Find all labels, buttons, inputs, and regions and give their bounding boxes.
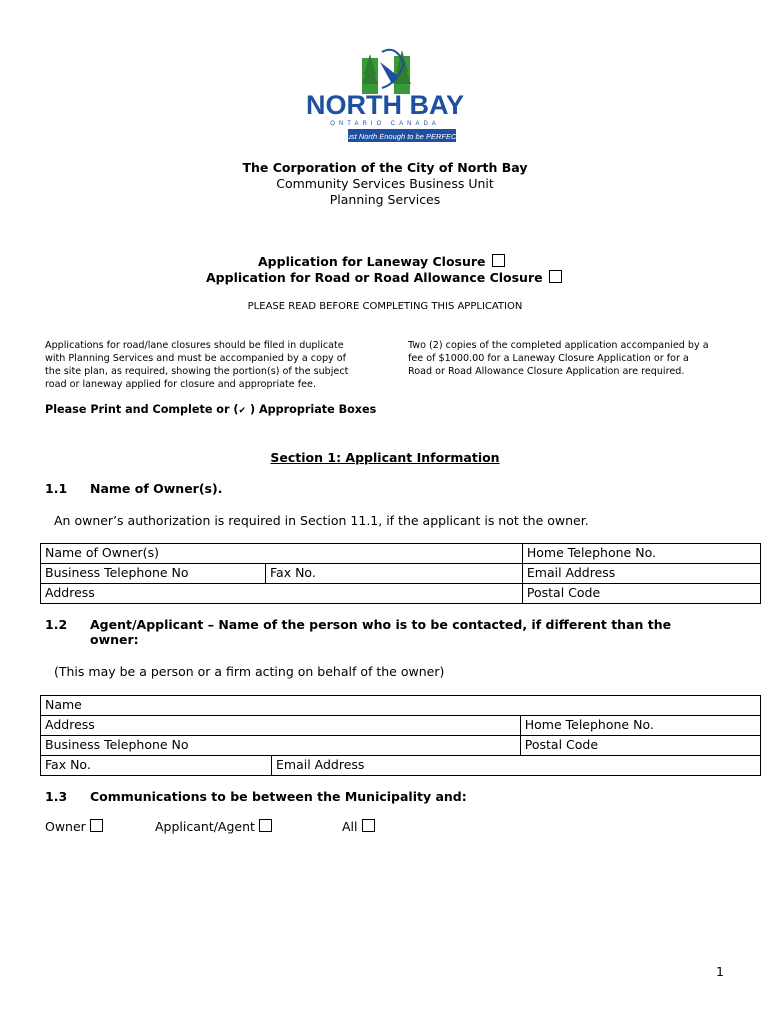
svg-text:Just North Enough to be PERFEC: Just North Enough to be PERFECT: [343, 132, 461, 141]
agent-email-field[interactable]: Email Address: [272, 756, 761, 776]
agent-business-telephone-field[interactable]: Business Telephone No: [41, 736, 521, 756]
owner-checkbox[interactable]: [90, 819, 103, 832]
section-1-1-title: Name of Owner(s).: [90, 481, 223, 496]
logo-text: NORTH BAY: [305, 90, 465, 120]
check-mark-icon: ✔: [238, 406, 247, 416]
agent-home-telephone-field[interactable]: Home Telephone No.: [520, 716, 760, 736]
section-1-3-number: 1.3: [45, 789, 68, 804]
section-1-1-number: 1.1: [45, 481, 68, 496]
corporation-title: The Corporation of the City of North Bay: [242, 160, 528, 175]
owner-postal-code-field[interactable]: Postal Code: [522, 584, 760, 604]
agent-info-table: [40, 695, 761, 776]
north-bay-logo: [300, 44, 470, 146]
section-1-2-number: 1.2: [45, 617, 68, 632]
owner-authorization-note: An owner’s authorization is required in Section 11.1, if the applicant is not the owner.: [54, 513, 589, 528]
section-1-title: Section 1: Applicant Information: [270, 450, 500, 465]
option-all: All: [342, 819, 375, 834]
agent-name-field[interactable]: Name: [41, 696, 761, 716]
owner-home-telephone-field[interactable]: Home Telephone No.: [522, 544, 760, 564]
road-closure-checkbox[interactable]: [549, 270, 562, 283]
option-owner: Owner: [45, 819, 103, 834]
agent-address-field[interactable]: Address: [41, 716, 521, 736]
owner-name-field[interactable]: Name of Owner(s): [41, 544, 523, 564]
svg-text:ONTARIO CANADA: ONTARIO CANADA: [330, 121, 440, 127]
option-agent: Applicant/Agent: [155, 819, 272, 834]
notice: PLEASE READ BEFORE COMPLETING THIS APPLICATION: [247, 301, 523, 312]
agent-fax-field[interactable]: Fax No.: [41, 756, 272, 776]
agent-checkbox[interactable]: [259, 819, 272, 832]
all-checkbox[interactable]: [362, 819, 375, 832]
agent-postal-code-field[interactable]: Postal Code: [520, 736, 760, 756]
agent-note: (This may be a person or a firm acting on behalf of the owner): [54, 664, 445, 679]
section-1-3-title: Communications to be between the Municipality and:: [90, 789, 467, 804]
laneway-closure-checkbox[interactable]: [492, 254, 505, 267]
department: Planning Services: [329, 192, 441, 207]
road-closure-option: Application for Road or Road Allowance Closure: [206, 270, 562, 285]
business-unit: Community Services Business Unit: [276, 176, 494, 191]
owner-address-field[interactable]: Address: [41, 584, 523, 604]
laneway-closure-option: Application for Laneway Closure: [258, 254, 505, 269]
owner-info-table: [40, 543, 761, 604]
instructions-right: Two (2) copies of the completed application accompanied by a fee of $1000.00 for a Laneway Closure Application or for a Road or Road Allowance Closure Application are required.: [408, 340, 709, 377]
owner-email-field[interactable]: Email Address: [522, 564, 760, 584]
owner-business-telephone-field[interactable]: Business Telephone No: [41, 564, 266, 584]
instructions-left: Applications for road/lane closures should be filed in duplicate with Planning Services and must be accompanied by a copy of the site plan, as required, showing the portion(s) of the subject road or laneway applied for closure and appropriate fee.: [45, 340, 349, 390]
owner-fax-field[interactable]: Fax No.: [266, 564, 523, 584]
page-number: 1: [716, 964, 724, 979]
print-note: Please Print and Complete or (✔ ) Appropriate Boxes: [45, 403, 377, 416]
section-1-2-title: Agent/Applicant – Name of the person who is to be contacted, if different than the: [90, 617, 672, 632]
